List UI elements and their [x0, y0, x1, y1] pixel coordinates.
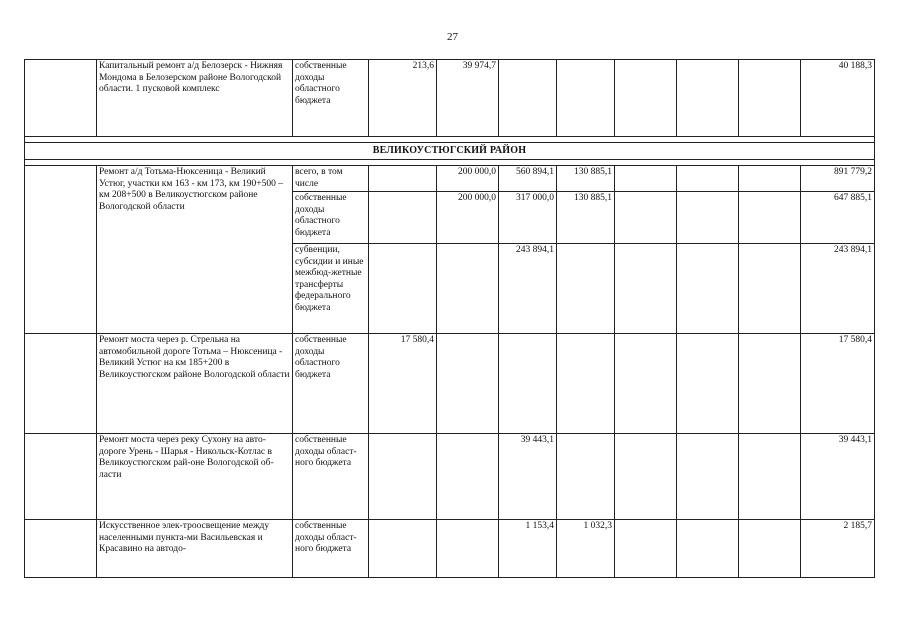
table-row [25, 434, 875, 520]
value-cell [677, 244, 739, 334]
value-cell [677, 434, 739, 520]
value-cell: 200 000,0 [437, 192, 499, 244]
value-cell: 213,6 [369, 60, 437, 137]
section-row [25, 143, 875, 160]
project-description: Ремонт моста через р. Стрельна на автомобильной дороге Тотьма – Нюксеница - Великий Устюг на км 185+200 в Великоустюгском районе Вологодской области [97, 334, 293, 434]
total-cell: 891 779,2 [801, 166, 875, 192]
funding-source: собственные доходы област-ного бюджета [293, 434, 369, 520]
blank-cell [25, 60, 97, 137]
value-cell [437, 520, 499, 578]
value-cell: 1 153,4 [499, 520, 557, 578]
value-cell: 17 580,4 [369, 334, 437, 434]
table-row [25, 60, 875, 137]
value-cell: 317 000,0 [499, 192, 557, 244]
value-cell [557, 334, 615, 434]
value-cell [615, 166, 677, 192]
total-cell: 243 894,1 [801, 244, 875, 334]
value-cell [615, 244, 677, 334]
value-cell: 39 443,1 [499, 434, 557, 520]
value-cell [677, 520, 739, 578]
value-cell [615, 334, 677, 434]
budget-table [24, 59, 875, 578]
funding-source: собственные доходы областного бюджета [293, 334, 369, 434]
value-cell [369, 166, 437, 192]
project-description: Ремонт а/д Тотьма-Нюксеница - Великий Устюг, участки км 163 - км 173, км 190+500 – км 208+500 в Великоустюгском районе Вологодской области [97, 166, 293, 334]
value-cell [369, 520, 437, 578]
value-cell [739, 166, 801, 192]
value-cell [677, 60, 739, 137]
page-number: 27 [447, 31, 458, 43]
value-cell [499, 60, 557, 137]
value-cell [437, 334, 499, 434]
value-cell [557, 60, 615, 137]
project-description: Ремонт моста через реку Сухону на авто-дороге Урень - Шарья - Никольск-Котлас в Великоустюгском рай-оне Вологодской об-ласти [97, 434, 293, 520]
value-cell: 243 894,1 [499, 244, 557, 334]
table-row [25, 334, 875, 434]
value-cell [739, 60, 801, 137]
value-cell [615, 520, 677, 578]
project-description: Искусственное элек-троосвещение между населенными пункта-ми Васильевская и Красавино на автодо- [97, 520, 293, 578]
value-cell [369, 244, 437, 334]
blank-cell [25, 334, 97, 434]
section-title: ВЕЛИКОУСТЮГСКИЙ РАЙОН [25, 143, 875, 160]
value-cell: 200 000,0 [437, 166, 499, 192]
value-cell [615, 60, 677, 137]
value-cell [739, 244, 801, 334]
value-cell [739, 192, 801, 244]
value-cell [677, 166, 739, 192]
project-description: Капитальный ремонт а/д Белозерск - Нижняя Мондома в Белозерском районе Вологодской области. 1 пусковой комплекс [97, 60, 293, 137]
value-cell: 39 974,7 [437, 60, 499, 137]
value-cell [677, 192, 739, 244]
value-cell [615, 192, 677, 244]
blank-cell [25, 434, 97, 520]
value-cell [615, 434, 677, 520]
blank-cell [25, 166, 97, 334]
total-cell: 40 188,3 [801, 60, 875, 137]
value-cell [557, 244, 615, 334]
funding-source: собственные доходы областного бюджета [293, 192, 369, 244]
value-cell [437, 434, 499, 520]
total-cell: 2 185,7 [801, 520, 875, 578]
funding-source: собственные доходы област-ного бюджета [293, 520, 369, 578]
total-cell: 39 443,1 [801, 434, 875, 520]
value-cell [677, 334, 739, 434]
value-cell: 130 885,1 [557, 166, 615, 192]
value-cell: 560 894,1 [499, 166, 557, 192]
funding-source: субвенции, субсидии и иные межбюд-жетные трансферты федерального бюджета [293, 244, 369, 334]
value-cell [557, 434, 615, 520]
value-cell [369, 434, 437, 520]
value-cell [369, 192, 437, 244]
table-row [25, 166, 875, 192]
value-cell [437, 244, 499, 334]
funding-source: собственные доходы областного бюджета [293, 60, 369, 137]
total-cell: 647 885,1 [801, 192, 875, 244]
funding-source: всего, в том числе [293, 166, 369, 192]
value-cell: 1 032,3 [557, 520, 615, 578]
table-row [25, 520, 875, 578]
value-cell [739, 434, 801, 520]
value-cell [739, 334, 801, 434]
total-cell: 17 580,4 [801, 334, 875, 434]
blank-cell [25, 520, 97, 578]
value-cell [499, 334, 557, 434]
value-cell [739, 520, 801, 578]
value-cell: 130 885,1 [557, 192, 615, 244]
